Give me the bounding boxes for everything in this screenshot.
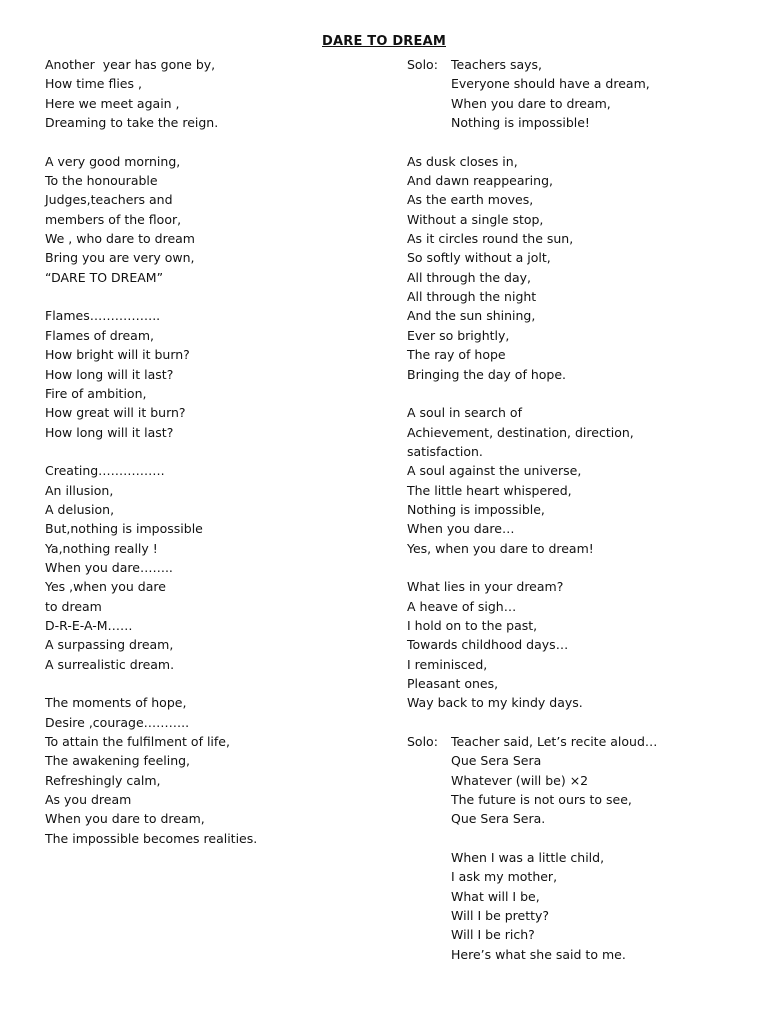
poem-line: An illusion, (45, 482, 114, 498)
poem-line: All through the night (407, 289, 537, 305)
poem-line: Bring you are very own, (45, 250, 195, 266)
poem-line: A very good morning, (45, 153, 181, 169)
poem-line: How long will it last? (45, 366, 174, 382)
poem-line: What will I be, (451, 888, 540, 904)
poem-line: The impossible becomes realities. (45, 830, 258, 846)
poem-line: Achievement, destination, direction, (407, 424, 634, 440)
poem-line: members of the floor, (45, 211, 182, 227)
poem-line: Refreshingly calm, (45, 772, 161, 788)
poem-line: To the honourable (45, 173, 158, 189)
poem-line: Nothing is impossible! (451, 115, 590, 131)
poem-line: As you dream (45, 792, 132, 808)
poem-line: To attain the fulfilment of life, (45, 734, 230, 750)
poem-line: As the earth moves, (407, 192, 534, 208)
poem-line: How great will it burn? (45, 405, 186, 421)
poem-line: And the sun shining, (407, 308, 536, 324)
poem-line: I reminisced, (407, 656, 488, 672)
stanza-break (45, 287, 375, 306)
page-title: DARE TO DREAM (322, 34, 446, 49)
poem-line: to dream (45, 598, 102, 614)
poem-line: When you dare… (407, 521, 515, 537)
poem-line: When you dare to dream, (45, 811, 205, 827)
poem-line: Que Sera Sera (451, 753, 542, 769)
poem-line: Towards childhood days… (407, 637, 569, 653)
poem-line: So softly without a jolt, (407, 250, 551, 266)
poem-line: When you dare…….. (45, 559, 173, 575)
poem-line-text: Teachers says, (451, 57, 543, 72)
poem-line: Another year has gone by, (45, 57, 216, 72)
poem-line: When I was a little child, (451, 850, 605, 866)
poem-line: Ever so brightly, (407, 327, 510, 343)
poem-line: Fire of ambition, (45, 385, 147, 401)
poem-line: Flames…………….. (45, 308, 161, 324)
poem-line: satisfaction. (407, 443, 483, 459)
poem-line: Whatever (will be) ×2 (451, 772, 589, 788)
poem-line: A delusion, (45, 501, 115, 517)
poem-line: Que Sera Sera. (451, 811, 546, 827)
left-column (45, 55, 375, 848)
poem-line: D-R-E-A-M…… (45, 617, 133, 633)
poem-line: I ask my mother, (451, 869, 558, 885)
stanza-break (407, 713, 747, 732)
poem-line: Flames of dream, (45, 327, 154, 343)
poem-line: Without a single stop, (407, 211, 544, 227)
poem-line: How bright will it burn? (45, 347, 190, 363)
poem-line: What lies in your dream? (407, 579, 564, 595)
poem-line: Yes, when you dare to dream! (407, 540, 594, 556)
poem-line: I hold on to the past, (407, 617, 538, 633)
poem-line: Here we meet again , (45, 95, 180, 111)
poem-line: Dreaming to take the reign. (45, 115, 219, 131)
poem-line: How long will it last? (45, 424, 174, 440)
stanza-break (45, 132, 375, 151)
poem-line: Ya,nothing really ! (45, 540, 158, 556)
poem-line: Nothing is impossible, (407, 501, 545, 517)
stanza-break (407, 384, 747, 403)
poem-line: A surpassing dream, (45, 637, 174, 653)
poem-line: A heave of sigh… (407, 598, 517, 614)
poem-line: As dusk closes in, (407, 153, 518, 169)
poem-line: The moments of hope, (45, 695, 187, 711)
poem-line: As it circles round the sun, (407, 231, 574, 247)
poem-line: All through the day, (407, 269, 532, 285)
poem-line: Judges,teachers and (45, 192, 173, 208)
poem-line: Bringing the day of hope. (407, 366, 566, 382)
poem-line: Pleasant ones, (407, 676, 499, 691)
solo-line (407, 732, 747, 751)
poem-line: Desire ,courage……….. (45, 714, 190, 730)
poem-line: Creating……………. (45, 463, 165, 479)
poem-line: Will I be rich? (451, 927, 535, 943)
solo-label: Solo: (407, 57, 438, 72)
poem-line: The awakening feeling, (45, 753, 191, 769)
poem-line: Will I be pretty? (451, 908, 550, 924)
poem-line: The ray of hope (407, 347, 506, 363)
poem-line: The future is not ours to see, (451, 792, 632, 808)
poem-line: A soul against the universe, (407, 463, 582, 479)
stanza-break (407, 132, 747, 151)
poem-line: Everyone should have a dream, (451, 76, 650, 92)
poem-line: Yes ,when you dare (45, 579, 166, 595)
poem-line: A surrealistic dream. (45, 656, 175, 672)
solo-line (407, 55, 747, 74)
right-column (407, 55, 747, 964)
poem-line-text: Teacher said, Let’s recite aloud… (451, 734, 658, 750)
stanza-break (45, 674, 375, 693)
poem-line: A soul in search of (407, 405, 522, 421)
poem-line: “DARE TO DREAM” (45, 269, 164, 285)
poem-line: The little heart whispered, (407, 482, 572, 498)
poem-line: And dawn reappearing, (407, 173, 553, 189)
poem-line: How time flies , (45, 76, 142, 92)
stanza-break (407, 558, 747, 577)
poem-line: But,nothing is impossible (45, 521, 203, 537)
poem-line: We , who dare to dream (45, 231, 195, 247)
stanza-break (407, 829, 747, 848)
solo-label: Solo: (407, 734, 438, 750)
poem-line: Here’s what she said to me. (451, 946, 626, 962)
poem-line: Way back to my kindy days. (407, 695, 583, 711)
poem-line: When you dare to dream, (451, 95, 611, 111)
stanza-break (45, 442, 375, 461)
